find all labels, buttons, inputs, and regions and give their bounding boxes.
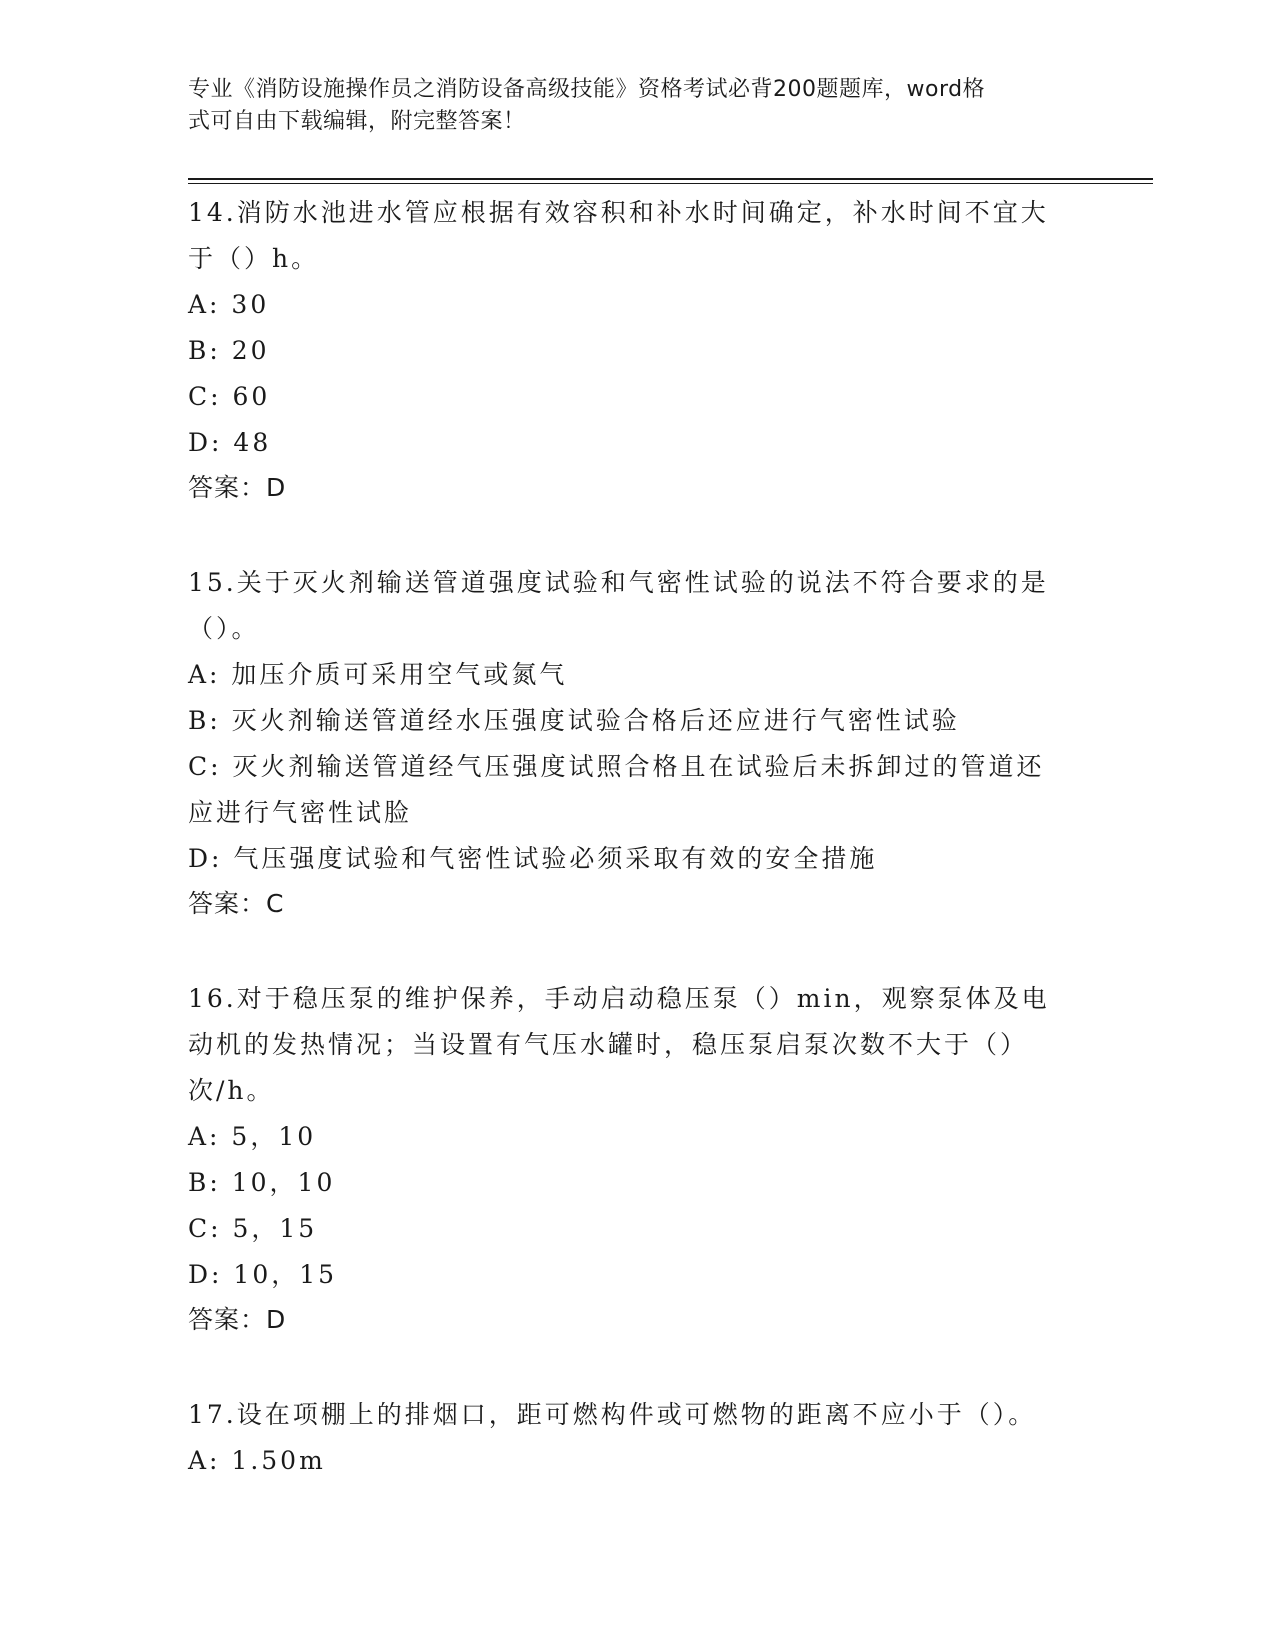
question-16 (188, 976, 1088, 1342)
option-d: D: 气压强度试验和气密性试验必须采取有效的安全措施 (188, 844, 878, 873)
question-14 (188, 190, 1088, 510)
question-text-line: 于（）h。 (188, 244, 320, 273)
header-line-2: 式可自由下载编辑，附完整答案！ (188, 109, 526, 134)
question-text-line: 15.关于灭火剂输送管道强度试验和气密性试验的说法不符合要求的是 (188, 568, 1049, 597)
question-text-line: 16.对于稳压泵的维护保养，手动启动稳压泵（）min，观察泵体及电 (188, 984, 1050, 1013)
question-text-line: 动机的发热情况；当设置有气压水罐时，稳压泵启泵次数不大于（） (188, 1030, 1029, 1059)
question-text-line: 14.消防水池进水管应根据有效容积和补水时间确定，补水时间不宜大 (188, 198, 1049, 227)
question-17 (188, 1392, 1088, 1484)
question-text-line: 17.设在项棚上的排烟口，距可燃构件或可燃物的距离不应小于（）。 (188, 1400, 1037, 1429)
option-a: A: 1.50m (188, 1446, 326, 1475)
question-text-line: （）。 (188, 614, 260, 643)
option-c-line-1: C: 灭火剂输送管道经气压强度试照合格且在试验后未拆卸过的管道还 (188, 752, 1045, 781)
header-divider-thin (188, 183, 1153, 184)
option-d: D: 48 (188, 428, 272, 457)
option-b: B: 灭火剂输送管道经水压强度试验合格后还应进行气密性试验 (188, 706, 960, 735)
question-text-line: 次/h。 (188, 1076, 275, 1105)
answer-label: 答案：D (188, 473, 287, 502)
option-c-line-2: 应进行气密性试脸 (188, 798, 413, 827)
option-b: B: 20 (188, 336, 270, 365)
option-a: A: 加压介质可采用空气或氮气 (188, 660, 568, 689)
header-line-1: 专业《消防设施操作员之消防设备高级技能》资格考试必背200题题库，word格 (188, 77, 986, 102)
option-a: A: 5，10 (188, 1122, 317, 1151)
question-list (188, 190, 1088, 1534)
answer-label: 答案：C (188, 889, 285, 918)
header-divider-thick (188, 178, 1153, 180)
question-15 (188, 560, 1088, 926)
option-a: A: 30 (188, 290, 270, 319)
option-c: C: 5，15 (188, 1214, 318, 1243)
document-header (188, 74, 1068, 138)
option-c: C: 60 (188, 382, 271, 411)
option-b: B: 10，10 (188, 1168, 336, 1197)
answer-label: 答案：D (188, 1305, 287, 1334)
option-d: D: 10，15 (188, 1260, 338, 1289)
